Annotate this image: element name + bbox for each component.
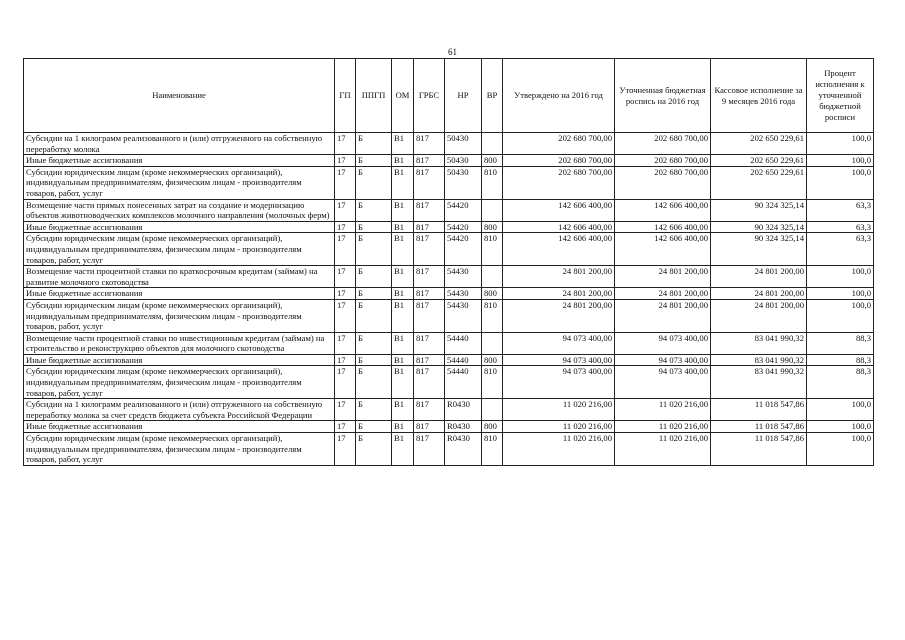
row-om: В1 [392,354,414,366]
row-percent: 63,3 [807,221,874,233]
row-cash: 202 650 229,61 [711,155,807,167]
table-row [24,266,874,288]
row-om: В1 [392,399,414,421]
row-nr: R0430 [445,433,482,466]
row-gp: 17 [335,155,356,167]
table-row [24,133,874,155]
row-nr: R0430 [445,421,482,433]
row-approved: 142 606 400,00 [503,199,615,221]
row-ppgp: Б [356,421,392,433]
row-ppgp: Б [356,233,392,266]
row-vr: 810 [482,433,503,466]
row-grbs: 817 [414,354,445,366]
row-gp: 17 [335,299,356,332]
row-vr: 810 [482,166,503,199]
row-refined: 142 606 400,00 [615,199,711,221]
row-approved: 202 680 700,00 [503,166,615,199]
row-cash: 90 324 325,14 [711,233,807,266]
row-nr: 54430 [445,266,482,288]
table-row [24,421,874,433]
row-ppgp: Б [356,354,392,366]
row-gp: 17 [335,421,356,433]
row-om: В1 [392,199,414,221]
row-refined: 11 020 216,00 [615,421,711,433]
row-cash: 202 650 229,61 [711,166,807,199]
row-name: Субсидии юридическим лицам (кроме некоммерческих организаций), индивидуальным предпринимателям, физическим лицам - производителям товаров, работ, услуг [24,433,335,466]
row-cash: 24 801 200,00 [711,299,807,332]
row-refined: 11 020 216,00 [615,433,711,466]
budget-table [23,58,874,466]
row-percent: 100,0 [807,266,874,288]
row-approved: 24 801 200,00 [503,266,615,288]
header-refined-budget: Уточненная бюджетная роспись на 2016 год [615,59,711,133]
row-vr: 810 [482,366,503,399]
header-nr: НР [445,59,482,133]
row-percent: 63,3 [807,199,874,221]
row-grbs: 817 [414,221,445,233]
row-refined: 94 073 400,00 [615,366,711,399]
row-approved: 94 073 400,00 [503,354,615,366]
row-cash: 11 018 547,86 [711,433,807,466]
table-row [24,221,874,233]
row-percent: 88,3 [807,332,874,354]
row-refined: 94 073 400,00 [615,354,711,366]
row-nr: 54430 [445,288,482,300]
row-name: Субсидии юридическим лицам (кроме некоммерческих организаций), индивидуальным предпринимателям, физическим лицам - производителям товаров, работ, услуг [24,166,335,199]
row-om: В1 [392,332,414,354]
row-approved: 142 606 400,00 [503,233,615,266]
row-ppgp: Б [356,299,392,332]
row-vr: 800 [482,288,503,300]
row-om: В1 [392,266,414,288]
row-approved: 94 073 400,00 [503,366,615,399]
row-name: Иные бюджетные ассигнования [24,155,335,167]
page-number: 61 [448,47,457,57]
row-gp: 17 [335,366,356,399]
row-refined: 24 801 200,00 [615,266,711,288]
row-cash: 202 650 229,61 [711,133,807,155]
row-grbs: 817 [414,266,445,288]
row-om: В1 [392,133,414,155]
row-gp: 17 [335,233,356,266]
table-body [24,133,874,466]
row-cash: 90 324 325,14 [711,221,807,233]
header-om: ОМ [392,59,414,133]
row-om: В1 [392,166,414,199]
row-cash: 90 324 325,14 [711,199,807,221]
row-name: Возмещение части процентной ставки по краткосрочным кредитам (займам) на развитие молочного скотоводства [24,266,335,288]
row-nr: 54440 [445,366,482,399]
row-vr [482,133,503,155]
row-approved: 24 801 200,00 [503,288,615,300]
row-percent: 100,0 [807,421,874,433]
row-approved: 11 020 216,00 [503,433,615,466]
row-ppgp: Б [356,155,392,167]
row-name: Субсидии юридическим лицам (кроме некоммерческих организаций), индивидуальным предпринимателям, физическим лицам - производителям товаров, работ, услуг [24,233,335,266]
row-percent: 100,0 [807,399,874,421]
row-nr: 50430 [445,166,482,199]
row-refined: 202 680 700,00 [615,155,711,167]
row-grbs: 817 [414,233,445,266]
row-gp: 17 [335,166,356,199]
row-nr: R0430 [445,399,482,421]
row-percent: 100,0 [807,288,874,300]
header-approved: Утверждено на 2016 год [503,59,615,133]
row-grbs: 817 [414,433,445,466]
row-gp: 17 [335,221,356,233]
row-gp: 17 [335,399,356,421]
row-nr: 50430 [445,155,482,167]
row-om: В1 [392,221,414,233]
row-cash: 83 041 990,32 [711,354,807,366]
row-gp: 17 [335,288,356,300]
row-cash: 24 801 200,00 [711,288,807,300]
row-refined: 94 073 400,00 [615,332,711,354]
header-ppgp: ППГП [356,59,392,133]
row-grbs: 817 [414,133,445,155]
row-refined: 24 801 200,00 [615,299,711,332]
row-om: В1 [392,421,414,433]
row-percent: 100,0 [807,166,874,199]
row-approved: 202 680 700,00 [503,155,615,167]
row-percent: 100,0 [807,155,874,167]
row-approved: 142 606 400,00 [503,221,615,233]
row-grbs: 817 [414,199,445,221]
row-nr: 54420 [445,221,482,233]
row-nr: 54440 [445,332,482,354]
header-vr: ВР [482,59,503,133]
row-nr: 54430 [445,299,482,332]
header-row [24,59,874,133]
row-gp: 17 [335,266,356,288]
header-grbs: ГРБС [414,59,445,133]
row-refined: 142 606 400,00 [615,221,711,233]
row-refined: 24 801 200,00 [615,288,711,300]
row-nr: 54420 [445,199,482,221]
table-row [24,433,874,466]
table-row [24,199,874,221]
row-percent: 100,0 [807,299,874,332]
table-row [24,332,874,354]
row-approved: 202 680 700,00 [503,133,615,155]
row-approved: 11 020 216,00 [503,399,615,421]
row-nr: 54440 [445,354,482,366]
row-cash: 11 018 547,86 [711,421,807,433]
row-vr: 800 [482,155,503,167]
row-ppgp: Б [356,399,392,421]
row-cash: 24 801 200,00 [711,266,807,288]
row-grbs: 817 [414,399,445,421]
row-vr: 800 [482,421,503,433]
row-grbs: 817 [414,288,445,300]
row-percent: 63,3 [807,233,874,266]
row-name: Возмещение части процентной ставки по инвестиционным кредитам (займам) на строительство и реконструкцию объектов для молочного скотоводства [24,332,335,354]
row-name: Субсидии юридическим лицам (кроме некоммерческих организаций), индивидуальным предпринимателям, физическим лицам - производителям товаров, работ, услуг [24,366,335,399]
table-row [24,399,874,421]
row-name: Субсидии на 1 килограмм реализованного и (или) отгруженного на собственную переработку молока за счет средств бюджета субъекта Российской Федерации [24,399,335,421]
row-refined: 11 020 216,00 [615,399,711,421]
row-ppgp: Б [356,133,392,155]
row-approved: 94 073 400,00 [503,332,615,354]
row-name: Иные бюджетные ассигнования [24,421,335,433]
row-name: Иные бюджетные ассигнования [24,221,335,233]
row-name: Субсидии на 1 килограмм реализованного и (или) отгруженного на собственную переработку молока [24,133,335,155]
header-name: Наименование [24,59,335,133]
row-percent: 88,3 [807,354,874,366]
row-vr [482,332,503,354]
table-row [24,233,874,266]
row-gp: 17 [335,199,356,221]
table-row [24,366,874,399]
row-grbs: 817 [414,332,445,354]
row-approved: 11 020 216,00 [503,421,615,433]
row-om: В1 [392,366,414,399]
row-ppgp: Б [356,332,392,354]
row-approved: 24 801 200,00 [503,299,615,332]
row-name: Субсидии юридическим лицам (кроме некоммерческих организаций), индивидуальным предпринимателям, физическим лицам - производителям товаров, работ, услуг [24,299,335,332]
table-row [24,354,874,366]
table-row [24,155,874,167]
row-refined: 202 680 700,00 [615,133,711,155]
row-vr: 810 [482,233,503,266]
row-om: В1 [392,433,414,466]
row-percent: 100,0 [807,433,874,466]
header-cash-execution: Кассовое исполнение за 9 месяцев 2016 года [711,59,807,133]
row-gp: 17 [335,354,356,366]
row-ppgp: Б [356,221,392,233]
row-nr: 50430 [445,133,482,155]
header-percent: Процент исполнения к уточненной бюджетной росписи [807,59,874,133]
row-percent: 88,3 [807,366,874,399]
row-grbs: 817 [414,166,445,199]
row-ppgp: Б [356,266,392,288]
row-percent: 100,0 [807,133,874,155]
row-cash: 83 041 990,32 [711,332,807,354]
row-om: В1 [392,299,414,332]
row-vr: 800 [482,221,503,233]
table-row [24,299,874,332]
row-gp: 17 [335,433,356,466]
row-name: Иные бюджетные ассигнования [24,288,335,300]
row-vr [482,199,503,221]
row-vr [482,399,503,421]
header-gp: ГП [335,59,356,133]
table-row [24,288,874,300]
row-grbs: 817 [414,155,445,167]
row-ppgp: Б [356,433,392,466]
row-cash: 83 041 990,32 [711,366,807,399]
row-ppgp: Б [356,288,392,300]
row-grbs: 817 [414,366,445,399]
row-ppgp: Б [356,199,392,221]
row-nr: 54420 [445,233,482,266]
row-om: В1 [392,155,414,167]
row-refined: 142 606 400,00 [615,233,711,266]
row-ppgp: Б [356,166,392,199]
row-refined: 202 680 700,00 [615,166,711,199]
row-gp: 17 [335,332,356,354]
row-grbs: 817 [414,421,445,433]
row-ppgp: Б [356,366,392,399]
row-name: Иные бюджетные ассигнования [24,354,335,366]
row-name: Возмещение части прямых понесенных затрат на создание и модернизацию объектов животноводческих комплексов молочного направления (молочных ферм) [24,199,335,221]
row-om: В1 [392,288,414,300]
row-vr: 810 [482,299,503,332]
row-vr: 800 [482,354,503,366]
table-row [24,166,874,199]
row-grbs: 817 [414,299,445,332]
row-vr [482,266,503,288]
row-cash: 11 018 547,86 [711,399,807,421]
row-om: В1 [392,233,414,266]
row-gp: 17 [335,133,356,155]
